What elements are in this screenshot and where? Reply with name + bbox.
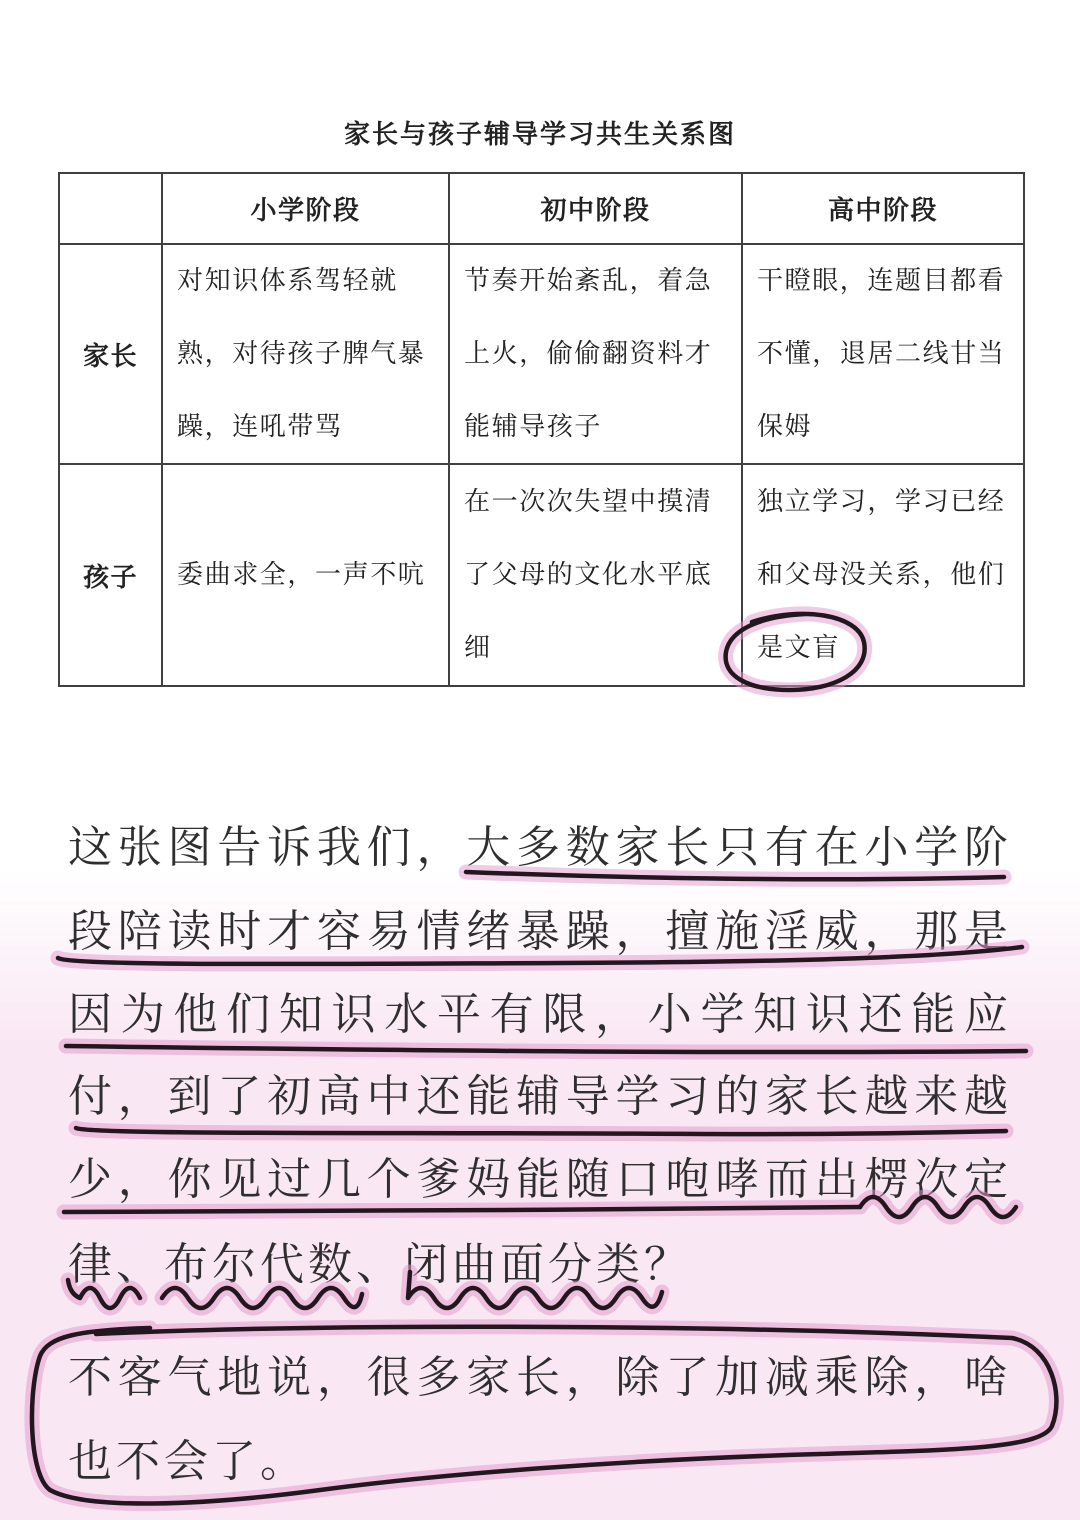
relationship-table: [58, 172, 1025, 687]
header-middle-school: 初中阶段: [450, 174, 743, 245]
cell-text-line: 上火，偷偷翻资料才: [464, 338, 713, 369]
conclusion-line-2: 也不会了。: [68, 1436, 308, 1487]
cell-text-line: 独立学习，学习已经: [757, 486, 1006, 517]
paragraph-line-2: 段陪读时才容易情绪暴躁，擅施淫威，那是: [68, 906, 1008, 957]
cell-child-primary: [163, 465, 450, 687]
header-primary-school: 小学阶段: [163, 174, 450, 245]
cell-parent-primary: [163, 245, 450, 465]
cell-text-line: 熟，对待孩子脾气暴: [177, 338, 426, 369]
cell-text-line: 在一次次失望中摸清: [464, 486, 713, 517]
row-label-parent: 家长: [60, 245, 163, 465]
table-title: 家长与孩子辅导学习共生关系图: [343, 120, 736, 150]
header-high-school: 高中阶段: [743, 174, 1025, 245]
conclusion-line-1: 不客气地说，很多家长，除了加减乘除，啥: [68, 1352, 1008, 1403]
paragraph-line-3: 因为他们知识水平有限，小学知识还能应: [68, 989, 1008, 1040]
cell-text-line: 不懂，退居二线甘当: [757, 338, 1006, 369]
cell-text-line: 能辅导孩子: [464, 411, 603, 442]
cell-text-line: 和父母没关系，他们: [757, 559, 1006, 590]
cell-text-line: 委曲求全，一声不吭: [177, 559, 426, 590]
cell-parent-middle: [450, 245, 743, 465]
cell-text-line: 节奏开始紊乱，着急: [464, 265, 713, 296]
cell-text-line: 对知识体系驾轻就: [177, 265, 398, 296]
cell-parent-high: [743, 245, 1025, 465]
paragraph-line-5: 少，你见过几个爹妈能随口咆哮而出楞次定: [68, 1154, 1008, 1205]
paragraph-line-4: 付，到了初高中还能辅导学习的家长越来越: [68, 1071, 1008, 1122]
cell-text-line: 了父母的文化水平底: [464, 559, 713, 590]
table-corner-cell: [60, 174, 163, 245]
cell-text-line: 躁，连吼带骂: [177, 411, 343, 442]
row-label-child: 孩子: [60, 465, 163, 687]
paragraph-line-6: 律、布尔代数、闭曲面分类？: [68, 1239, 692, 1290]
cell-text-line: 干瞪眼，连题目都看: [757, 265, 1006, 296]
cell-child-high: [743, 465, 1025, 687]
paragraph-line-1: 这张图告诉我们，大多数家长只有在小学阶: [68, 822, 1008, 873]
cell-text-line: 细: [464, 632, 492, 663]
cell-text-line: 保姆: [757, 411, 813, 442]
cell-text-line: 是文盲: [757, 632, 840, 663]
cell-child-middle: [450, 465, 743, 687]
